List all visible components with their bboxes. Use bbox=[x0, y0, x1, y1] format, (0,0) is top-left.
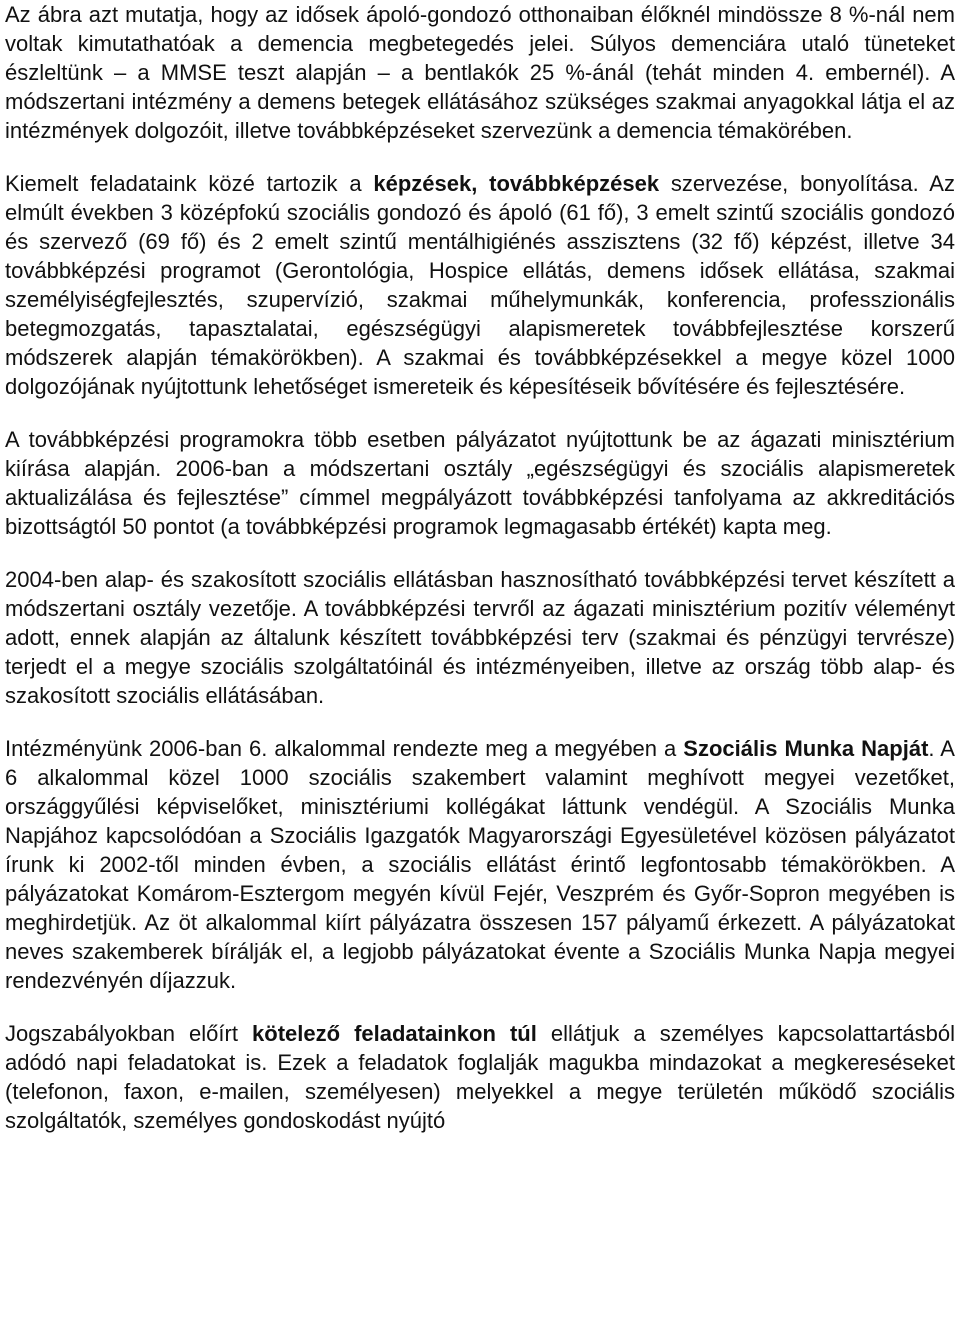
paragraph-text: Kiemelt feladataink közé tartozik a bbox=[5, 171, 374, 196]
paragraph-dementia-results bbox=[5, 0, 955, 145]
paragraph-grant-applications bbox=[5, 425, 955, 541]
paragraph-text: 2004-ben alap- és szakosított szociális ellátásban hasznosítható továbbképzési tervet készített a módszertani osztály vezetője. A továbbképzési tervről az ágazati minisztérium pozitív véleményt adott, ennek alapján az általunk készített továbbképzési terv (szakmai és pénzügyi tervrésze) terjedt el a megye szociális szolgáltatóinál és intézményeiben, illetve az ország több alap- és szakosított szociális ellátásában. bbox=[5, 567, 955, 708]
bold-term-kotelezo-feladatok: kötelező feladatainkon túl bbox=[252, 1021, 537, 1046]
paragraph-text bbox=[477, 171, 489, 196]
paragraph-training-plan-2004 bbox=[5, 565, 955, 710]
paragraph-text: A továbbképzési programokra több esetben pályázatot nyújtottunk be az ágazati minisztérium kiírása alapján. 2006-ban a módszertani osztály „egészségügyi és szociális alapismeretek aktualizálása és fejlesztése” címmel megpályázott továbbképzési tanfolyama az akkreditációs bizottságtól 50 pontot (a továbbképzési programok legmagasabb értékét) kapta meg. bbox=[5, 427, 955, 539]
paragraph-text: ellátjuk a személyes kapcsolattartásból adódó napi feladatokat is. Ezek a feladatok foglalják magukba mindazokat a megkereséseket (telefonon, faxon, e-mailen, személyesen) melyekkel a megye területén működő szociális szolgáltatók, személyes gondoskodást nyújtó bbox=[5, 1021, 955, 1133]
paragraph-text: Intézményünk 2006-ban 6. alkalommal rendezte meg a megyében a bbox=[5, 736, 684, 761]
paragraph-training-tasks bbox=[5, 169, 955, 401]
paragraph-social-work-day bbox=[5, 734, 955, 995]
bold-term-kepzesek: képzések, bbox=[373, 171, 478, 196]
paragraph-text: Jogszabályokban előírt bbox=[5, 1021, 253, 1046]
document-page bbox=[5, 0, 955, 1159]
paragraph-text: . A 6 alkalommal közel 1000 szociális szakembert valamint meghívott megyei vezetőket, országgyűlési képviselőket, minisztériumi kollégákat láttunk vendégül. A Szociális Munka Napjához kapcsolódóan a Szociális Igazgatók Magyarországi Egyesületével közösen pályázatot írunk ki 2002-től minden évben, a szociális ellátást érintő legfontosabb témakörökben. A pályázatokat Komárom-Esztergom megyén kívül Fejér, Veszprém és Győr-Sopron megyében is meghirdetjük. Az öt alkalommal kiírt pályázatra összesen 157 pályamű érkezett. A pályázatokat neves szakemberek bírálják el, a legjobb pályázatokat évente a Szociális Munka Napja megyei rendezvényén díjazzuk. bbox=[5, 736, 955, 993]
bold-term-tovabbkepzesek: továbbképzések bbox=[489, 171, 660, 196]
paragraph-mandatory-tasks bbox=[5, 1019, 955, 1135]
bold-term-szocialis-munka-napja: Szociális Munka Napját bbox=[683, 736, 929, 761]
paragraph-text: szervezése, bonyolítása. Az elmúlt években 3 középfokú szociális gondozó és ápoló (61 fő), 3 emelt szintű szociális gondozó és szervező (69 fő) és 2 emelt szintű mentálhigiénés asszisztens (32 fő) képzést, illetve 34 továbbképzési programot (Gerontológia, Hospice ellátás, demens idősek ellátása, szakmai személyiségfejlesztés, szupervízió, szakmai műhelymunkák, konferencia, professzionális betegmozgatás, tapasztalatai, egészségügyi alapismeretek továbbfejlesztése korszerű módszerek alapján témakörökben). A szakmai és továbbképzésekkel a megye közel 1000 dolgozójának nyújtottunk lehetőséget ismereteik és képesítéseik bővítésére és fejlesztésére. bbox=[5, 171, 955, 399]
paragraph-text: Az ábra azt mutatja, hogy az idősek ápoló-gondozó otthonaiban élőknél mindössze 8 %-nál nem voltak kimutathatóak a demencia megbetegedés jelei. Súlyos demenciára utaló tüneteket észleltünk – a MMSE teszt alapján – a bentlakók 25 %-ánál (tehát minden 4. embernél). A módszertani intézmény a demens betegek ellátásához szükséges szakmai anyagokkal látja el az intézmények dolgozóit, illetve továbbképzéseket szervezünk a demencia témakörében. bbox=[5, 2, 955, 143]
